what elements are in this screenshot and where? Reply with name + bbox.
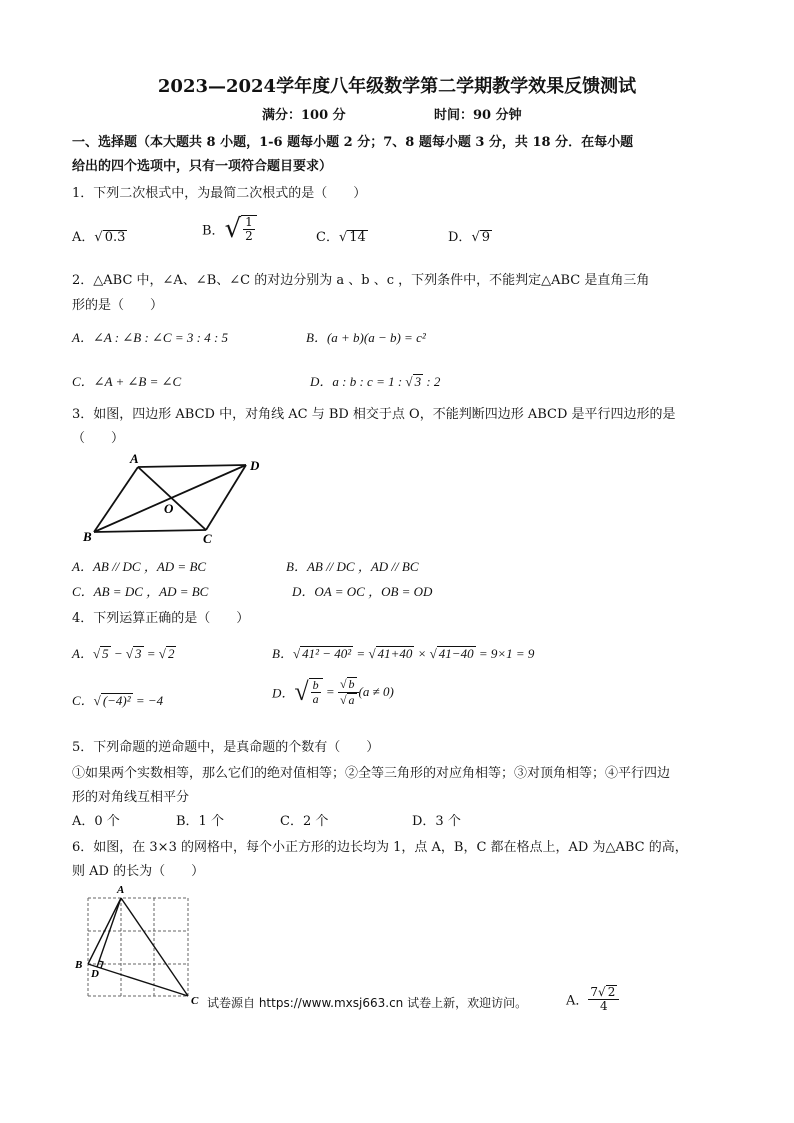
q3-option-b: B．AB // DC ，AD // BC [286, 559, 419, 574]
fraction-denominator-radicand: a [348, 692, 355, 707]
option-label: B． [272, 646, 293, 661]
radicand-2: 41+40 [377, 646, 413, 661]
source-footer: 试卷源自 https://www.mxsj663.cn 试卷上新，欢迎访问。 [207, 996, 528, 1010]
radicand-1: 41² − 40² [302, 646, 352, 661]
q5-body-line2: 形的对角线互相平分 [72, 790, 190, 805]
operator: − [110, 646, 126, 661]
option-text-end: : 2 [426, 374, 441, 389]
equals: = [143, 646, 159, 661]
q5-option-c: C．2 个 [280, 814, 329, 829]
q6-stem-line2: 则 AD 的长为（ ） [72, 864, 205, 879]
equals: = [322, 684, 338, 699]
label-d: D [91, 968, 99, 980]
fraction-denominator: a [312, 692, 319, 706]
q6-stem-line1: 6．如图，在 3×3 的网格中，每个小正方形的边长均为 1，点 A，B，C 都在格点上，AD 为△ABC 的高， [72, 840, 688, 855]
option-label: D． [448, 230, 472, 245]
section-heading-line2: 给出的四个选项中，只有一项符合题目要求） [72, 159, 333, 174]
q2-option-d: D．a : b : c = 1 : √ 3 : 2 [310, 374, 441, 389]
option-label: A． [566, 993, 589, 1009]
fraction-numerator-coefficient: 7 [590, 985, 599, 999]
label-a: A [130, 451, 139, 466]
time-limit: 时间：90 分钟 [434, 108, 522, 123]
option-label: B． [202, 223, 225, 239]
q5-option-d: D．3 个 [412, 814, 461, 829]
q6-grid-figure [72, 882, 212, 1010]
option-label: C． [72, 693, 94, 708]
q2-stem-line1: 2．△ABC 中，∠A、∠B、∠C 的对边分别为 a 、b 、c ，下列条件中，不能判定△ABC 是直角三角 [72, 273, 650, 288]
q4-stem: 4．下列运算正确的是（ ） [72, 611, 250, 626]
q5-option-a: A．0 个 [72, 814, 120, 829]
q4-option-c: C．√ (−4)² = −4 [72, 693, 164, 708]
label-b: B [83, 529, 92, 544]
q2-option-c: C．∠A + ∠B = ∠C [72, 374, 182, 389]
radicand-1: 5 [102, 646, 109, 661]
q3-parallelogram-figure [80, 450, 280, 545]
q1-option-c: C．√ 14 [316, 230, 366, 245]
q3-paren: （ ） [72, 431, 125, 446]
q5-stem: 5．下列命题的逆命题中，是真命题的个数有（ ） [72, 740, 380, 755]
condition: (a ≠ 0) [358, 684, 394, 699]
equals: = [353, 646, 369, 661]
grid-lines [88, 898, 188, 996]
operator: × [414, 646, 430, 661]
side-bc [88, 964, 188, 996]
label-a: A [117, 884, 125, 896]
radicand: 9 [481, 230, 491, 245]
side-cb [94, 530, 206, 532]
radicand-2: 3 [135, 646, 142, 661]
q3-option-d: D．OA = OC ，OB = OD [292, 584, 433, 599]
radicand: (−4)² [102, 693, 131, 708]
q6-option-a: A． $\frac{7√ 2}{4}$ [566, 985, 619, 1013]
page-title: 2023—2024学年度八年级数学第二学期教学效果反馈测试 [157, 76, 637, 97]
label-d: D [250, 458, 260, 473]
radicand-3: 2 [167, 646, 175, 661]
q1-option-a: A．√ 0.3 [72, 230, 126, 245]
result: = −4 [132, 693, 164, 708]
q4-option-d: D．√ $\frac{b}{a}$ = $\frac{√ b}{√ a}$ (a ≠ 0) [272, 677, 394, 707]
fraction-denominator: 4 [600, 999, 608, 1014]
q2-option-a: A．∠A : ∠B : ∠C = 3 : 4 : 5 [72, 330, 229, 345]
side-ab [88, 898, 121, 964]
radicand: 14 [349, 230, 366, 245]
q3-option-c: C．AB = DC ，AD = BC [72, 584, 209, 599]
option-text: D．a : b : c = 1 : [310, 374, 403, 389]
label-c: C [191, 995, 199, 1007]
side-ad [138, 465, 246, 467]
radicand-3: 41−40 [438, 646, 474, 661]
full-score: 满分：100 分 [262, 108, 346, 123]
altitude-ad [97, 898, 121, 967]
option-label: A． [72, 646, 93, 661]
fraction-numerator: 1 [245, 215, 253, 230]
q1-stem: 1．下列二次根式中，为最简二次根式的是（ ） [72, 186, 367, 201]
q1-option-b: B．√ $\frac{1}{2}$ [202, 214, 257, 244]
radicand: 0.3 [104, 230, 126, 245]
q2-option-b: B．(a + b)(a − b) = c² [306, 330, 426, 345]
q4-option-b: B．√ 41² − 40² = √ 41+40 × √ 41−40 = 9×1 = 9 [272, 646, 535, 661]
label-c: C [203, 531, 212, 545]
q3-option-a: A．AB // DC ，AD = BC [72, 559, 207, 574]
fraction-numerator-radicand: 2 [607, 985, 616, 999]
label-o: O [164, 501, 174, 516]
section-heading-line1: 一、选择题（本大题共 8 小题，1-6 题每小题 2 分；7、8 题每小题 3 分，共 18 分．在每小题 [72, 135, 634, 150]
result: = 9×1 = 9 [475, 646, 535, 661]
radicand: 3 [414, 374, 422, 389]
label-b: B [75, 959, 83, 971]
q4-option-a: A．√ 5 − √ 3 = √ 2 [72, 646, 175, 661]
q5-body-line1: ①如果两个实数相等，那么它们的绝对值相等；②全等三角形的对应角相等；③对顶角相等；④平行四边 [72, 766, 671, 781]
q3-stem: 3．如图，四边形 ABCD 中，对角线 AC 与 BD 相交于点 O，不能判断四边形 ABCD 是平行四边形的是 [72, 407, 676, 422]
q5-option-b: B．1 个 [176, 814, 224, 829]
q1-option-d: D．√ 9 [448, 230, 491, 245]
option-label: A． [72, 230, 95, 245]
fraction-denominator: 2 [245, 229, 253, 243]
fraction-numerator-radicand: b [348, 677, 355, 692]
side-ca [121, 898, 188, 996]
option-label: C． [316, 230, 339, 245]
fraction-numerator: b [312, 678, 319, 693]
q2-stem-line2: 形的是（ ） [72, 298, 164, 313]
option-label: D． [272, 685, 295, 701]
